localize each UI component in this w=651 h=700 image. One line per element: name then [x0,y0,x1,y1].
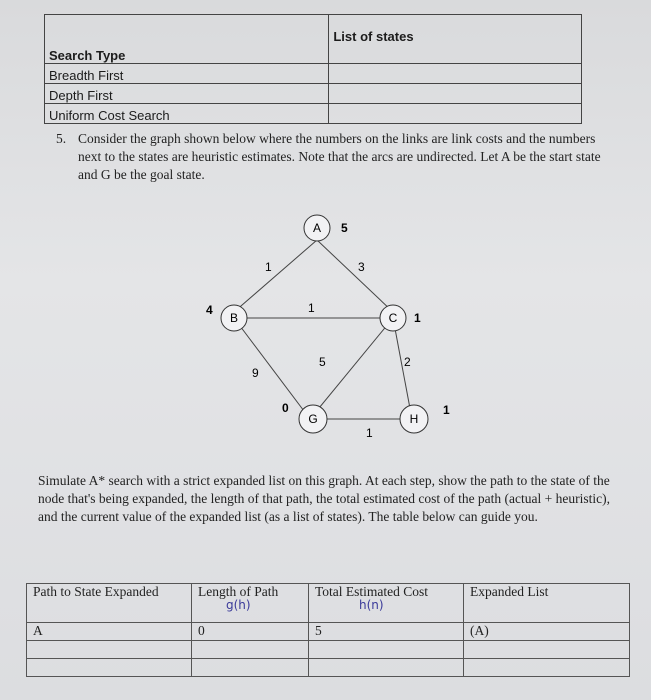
total-cost-header [309,584,464,623]
search-type-cell: Breadth First [45,64,329,84]
length-header [192,584,309,623]
total-cost-cell: 5 [309,623,464,641]
search-type-cell: Depth First [45,84,329,104]
length-cell: 0 [192,623,309,641]
path-header [27,584,192,623]
edge-a-b [234,240,317,312]
length-header-label: Length of Path [198,584,279,599]
path-cell [27,659,192,677]
list-of-states-header: List of states [329,15,582,64]
handwritten-note: h(n) [359,598,384,612]
length-cell [192,659,309,677]
search-type-header: Search Type [45,15,329,64]
expanded-list-cell [464,641,630,659]
search-type-cell: Uniform Cost Search [45,104,329,124]
length-cell [192,641,309,659]
path-cell [27,641,192,659]
expanded-list-header [464,584,630,623]
node-label: H [409,412,419,426]
node-label: A [312,221,322,235]
node-label: B [229,311,239,325]
simulate-instructions: Simulate A* search with a strict expanded list on this graph. At each step, show the path to the state of the node that's being expanded, the length of that path, the total estimated cost of the path (actual + heuristic), and the current value of the expanded list (as a list of states). The table below can guide you. [38,473,610,524]
heuristic-label: 1 [414,311,421,325]
edge-cost-label: 2 [404,355,411,369]
total-cost-cell [309,641,464,659]
total-cost-cell [309,659,464,677]
expanded-list-cell: (A) [464,623,630,641]
edge-b-g [234,318,310,419]
edge-cost-label: 1 [308,301,315,315]
question-text: Consider the graph shown below where the numbers on the links are link costs and the numbers next to the states are heuristic estimates. Note that the arcs are undirected. Let A be the start state and G be the goal state. [78,131,601,182]
path-cell: A [27,623,192,641]
edge-cost-label: 5 [319,355,326,369]
heuristic-label: 1 [443,403,450,417]
astar-trace-table [26,583,630,677]
node-label: G [308,412,318,426]
node-label: C [388,311,398,325]
edge-cost-label: 9 [252,366,259,380]
total-cost-header-label: Total Estimated Cost [315,584,429,599]
heuristic-label: 5 [341,221,348,235]
edge-cost-label: 1 [366,426,373,440]
heuristic-label: 0 [282,401,289,415]
edge-cost-label: 1 [265,260,272,274]
question-number: 5. [56,131,67,146]
heuristic-label: 4 [206,303,213,317]
path-header-label: Path to State Expanded [33,584,159,599]
edge-cost-label: 3 [358,260,365,274]
expanded-list-header-label: Expanded List [470,584,549,599]
edge-a-c [317,240,393,312]
expanded-list-cell [464,659,630,677]
handwritten-note: g(h) [226,598,251,612]
